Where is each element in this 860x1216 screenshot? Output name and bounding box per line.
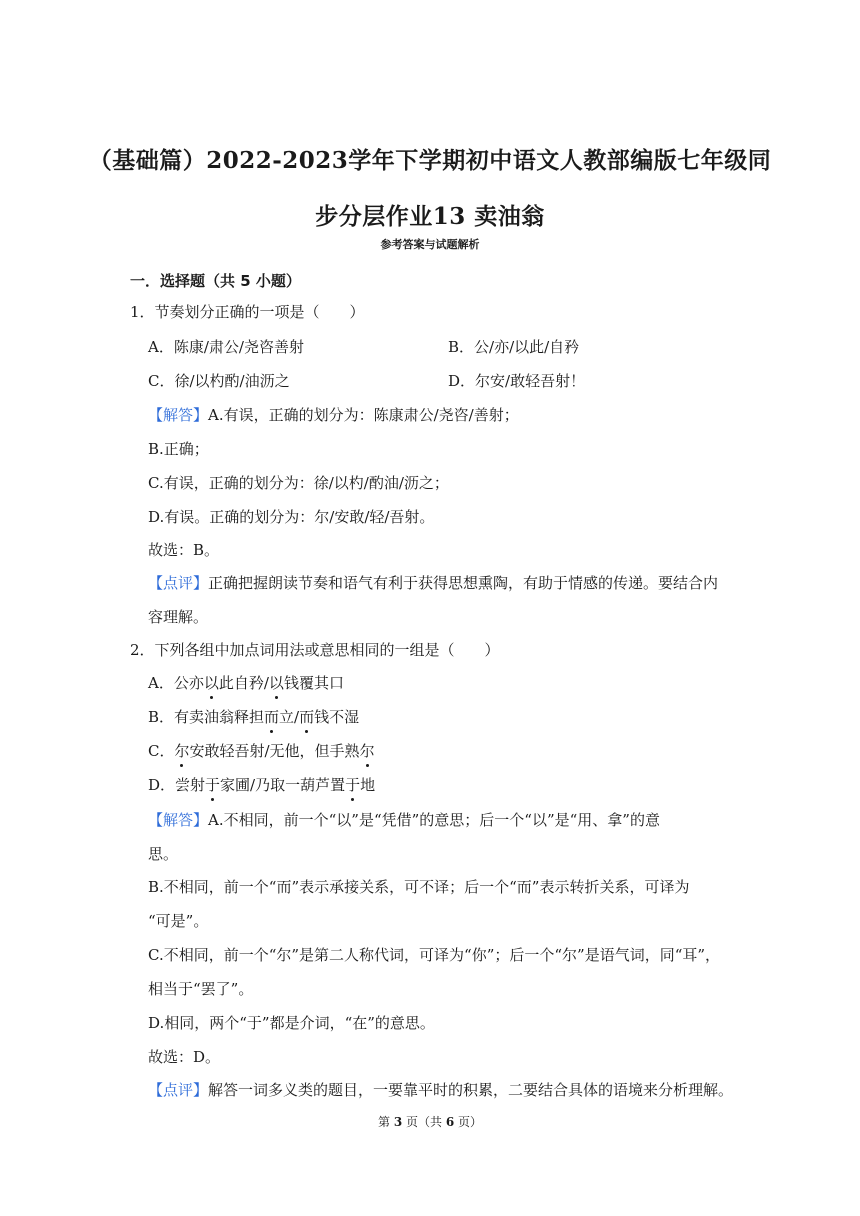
q2-answer-line-3: C.不相同，前一个“尔”是第二人称代词，可译为“你”；后一个“尔”是语气词，同“耳”， [148,946,721,964]
q2-answer-line-1: 【解答】A.不相同，前一个“以”是“凭借”的意思；后一个“以”是“用、拿”的意 [148,811,660,829]
q1-answer-line-4: D.有误。正确的划分为：尔/安敢/轻/吾射。 [148,508,435,526]
q1-answer-line-3: C.有误，正确的划分为：徐/以杓/酌油/沥之； [148,474,449,492]
dotted-word: 而 [264,708,280,726]
dotted-word: 于 [345,776,361,794]
section-heading: 一．选择题（共 5 小题） [130,272,301,290]
page-footer: 第 3 页（共 6 页） [377,1115,482,1129]
dotted-word: 尔 [174,742,190,760]
q1-answer-line-2: B.正确； [148,440,209,458]
q2-stem: 2．下列各组中加点词用法或意思相同的一组是（ ） [130,641,500,659]
q1-comment-line-2: 容理解。 [148,608,209,626]
answer-tag: 【解答】 [148,406,209,424]
q2-option-c: C．尔安敢轻吾射/无他，但手熟尔 [148,742,375,760]
dotted-word: 以 [203,674,219,692]
q2-comment-line-1: 【点评】解答一词多义类的题目，一要靠平时的积累，二要结合具体的语境来分析理解。 [148,1081,734,1099]
q1-choice: 故选：B。 [148,541,220,559]
q1-option-b: B．公/亦/以此/自矜 [448,338,580,356]
page-number: 3 [393,1115,403,1129]
q2-answer-line-3b: 相当于“罢了”。 [148,980,254,998]
title-line-1: （基础篇）2022-2023学年下学期初中语文人教部编版七年级同 [88,147,772,174]
q2-answer-line-1b: 思。 [148,845,179,863]
dotted-word: 于 [205,776,221,794]
q2-option-d: D．尝射于家圃/乃取一葫芦置于地 [148,776,376,794]
q1-option-a: A．陈康/肃公/尧咨善射 [148,338,304,356]
q2-option-a: A．公亦以此自矜/以钱覆其口 [148,674,344,692]
comment-tag: 【点评】 [148,574,209,592]
subtitle: 参考答案与试题解析 [380,238,480,251]
page-total: 6 [445,1115,455,1129]
q1-answer-line-1: 【解答】A.有误，正确的划分为：陈康肃公/尧咨/善射； [148,406,519,424]
q1-comment-line-1: 【点评】正确把握朗读节奏和语气有利于获得思想熏陶，有助于情感的传递。要结合内 [148,574,719,592]
dotted-word: 以 [268,674,284,692]
q2-answer-line-2b: “可是”。 [148,912,209,930]
comment-tag: 【点评】 [148,1081,209,1099]
q2-option-b: B．有卖油翁释担而立/而钱不湿 [148,708,360,726]
q2-choice: 故选：D。 [148,1048,221,1066]
answer-tag: 【解答】 [148,811,209,829]
dotted-word: 而 [299,708,315,726]
q2-answer-line-4: D.相同，两个“于”都是介词，“在”的意思。 [148,1014,435,1032]
q1-stem: 1．节奏划分正确的一项是（ ） [130,303,365,321]
q2-answer-line-2: B.不相同，前一个“而”表示承接关系，可不译；后一个“而”表示转折关系，可译为 [148,878,690,896]
q1-option-c: C．徐/以杓酌/油沥之 [148,372,290,390]
page-title [60,133,800,245]
q1-option-d: D．尔安/敢轻吾射！ [448,372,586,390]
dotted-word: 尔 [359,742,375,760]
title-line-2: 步分层作业13 卖油翁 [315,203,545,230]
